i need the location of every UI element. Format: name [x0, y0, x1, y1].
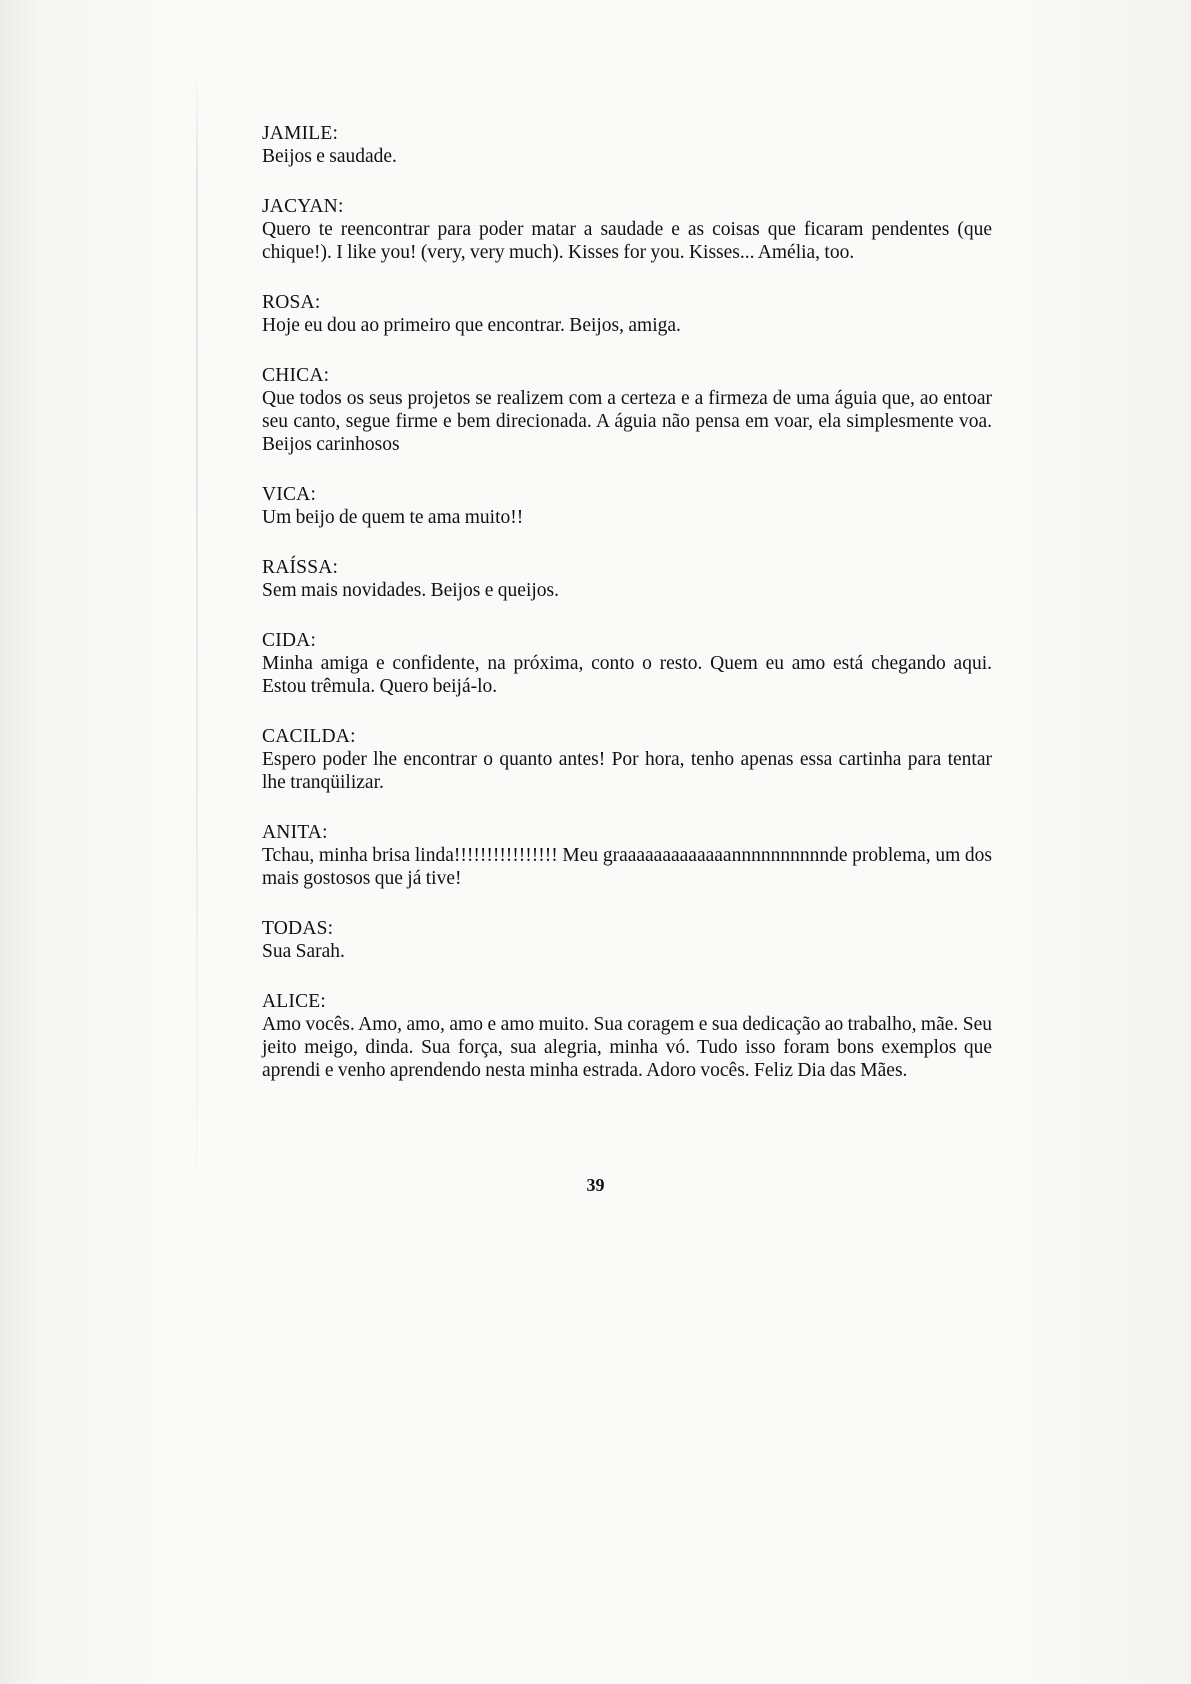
speaker-message: Sua Sarah. — [262, 941, 345, 962]
speaker-message: Tchau, minha brisa linda!!!!!!!!!!!!!!!! Meu graaaaaaaaaaaaannnnnnnnnnde problema, um dos mais gostosos que já tive! — [262, 845, 992, 889]
entry-raissa — [262, 556, 992, 602]
speaker-name: JACYAN: — [262, 196, 344, 217]
speaker-message: Espero poder lhe encontrar o quanto antes! Por hora, tenho apenas essa cartinha para tentar lhe tranqüilizar. — [262, 749, 992, 793]
speaker-name: CHICA: — [262, 365, 330, 386]
speaker-message: Hoje eu dou ao primeiro que encontrar. Beijos, amiga. — [262, 315, 681, 336]
speaker-name: VICA: — [262, 484, 317, 505]
speaker-message: Que todos os seus projetos se realizem com a certeza e a firmeza de uma águia que, ao entoar seu canto, segue firme e bem direcionada. A águia não pensa em voar, ela simplesmente voa. Beijos carinhosos — [262, 388, 992, 455]
entry-todas — [262, 917, 992, 963]
entry-rosa — [262, 291, 992, 337]
speaker-name: ANITA: — [262, 822, 328, 843]
speaker-message: Beijos e saudade. — [262, 146, 397, 167]
entry-jacyan — [262, 195, 992, 264]
speaker-message: Amo vocês. Amo, amo, amo e amo muito. Sua coragem e sua dedicação ao trabalho, mãe. Seu jeito meigo, dinda. Sua força, sua alegria, minha vó. Tudo isso foram bons exemplos que aprendi e venho aprendendo nesta minha estrada. Adoro vocês. Feliz Dia das Mães. — [262, 1014, 992, 1081]
entry-chica — [262, 364, 992, 456]
speaker-name: CIDA: — [262, 630, 317, 651]
speaker-name: RAÍSSA: — [262, 557, 339, 578]
entry-cacilda — [262, 725, 992, 794]
speaker-message: Um beijo de quem te ama muito!! — [262, 507, 524, 528]
entry-alice — [262, 990, 992, 1082]
scan-edge-shadow — [196, 70, 198, 1250]
speaker-name: JAMILE: — [262, 123, 339, 144]
speaker-message: Sem mais novidades. Beijos e queijos. — [262, 580, 560, 601]
page-number: 39 — [586, 1175, 605, 1195]
speaker-message: Minha amiga e confidente, na próxima, conto o resto. Quem eu amo está chegando aqui. Estou trêmula. Quero beijá-lo. — [262, 653, 992, 697]
entry-vica — [262, 483, 992, 529]
entry-jamile — [262, 122, 992, 168]
speaker-name: ROSA: — [262, 292, 321, 313]
speaker-name: ALICE: — [262, 991, 327, 1012]
entry-cida — [262, 629, 992, 698]
speaker-message: Quero te reencontrar para poder matar a saudade e as coisas que ficaram pendentes (que chique!). I like you! (very, very much). Kisses for you. Kisses... Amélia, too. — [262, 219, 992, 263]
speaker-name: TODAS: — [262, 918, 334, 939]
letter-body — [262, 122, 992, 1109]
speaker-name: CACILDA: — [262, 726, 356, 747]
entry-anita — [262, 821, 992, 890]
